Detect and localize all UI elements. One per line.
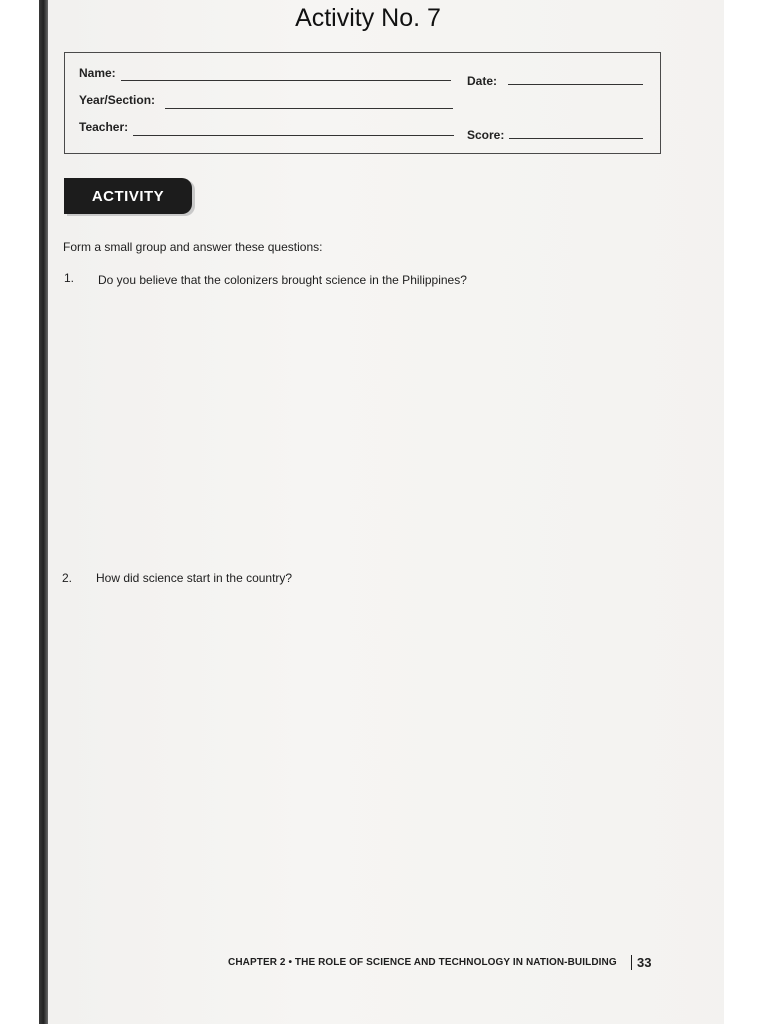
- student-info-box: [64, 52, 661, 154]
- question-2-text: How did science start in the country?: [96, 571, 293, 585]
- question-1-text: Do you believe that the colonizers brought science in the Philippines?: [98, 273, 467, 287]
- page-number: 33: [631, 955, 651, 970]
- question-2-number: 2.: [62, 571, 73, 585]
- teacher-field[interactable]: [133, 135, 454, 136]
- year-section-field[interactable]: [165, 108, 453, 109]
- question-1-number: 1.: [64, 271, 75, 285]
- chapter-footer: CHAPTER 2 • THE ROLE OF SCIENCE AND TECHNOLOGY IN NATION-BUILDING: [228, 957, 617, 968]
- date-field[interactable]: [508, 84, 643, 85]
- score-label: Score:: [467, 128, 505, 142]
- book-spine-edge: [39, 0, 48, 1024]
- page-title: Activity No. 7: [295, 4, 441, 32]
- instruction-text: Form a small group and answer these questions:: [63, 240, 323, 254]
- name-label: Name:: [79, 66, 116, 80]
- date-label: Date:: [467, 74, 498, 88]
- score-field[interactable]: [509, 138, 643, 139]
- page-right-margin: [724, 0, 768, 1024]
- year-section-label: Year/Section:: [79, 93, 156, 107]
- activity-tab-label: ACTIVITY: [64, 178, 192, 214]
- name-field[interactable]: [121, 80, 451, 81]
- teacher-label: Teacher:: [79, 120, 129, 134]
